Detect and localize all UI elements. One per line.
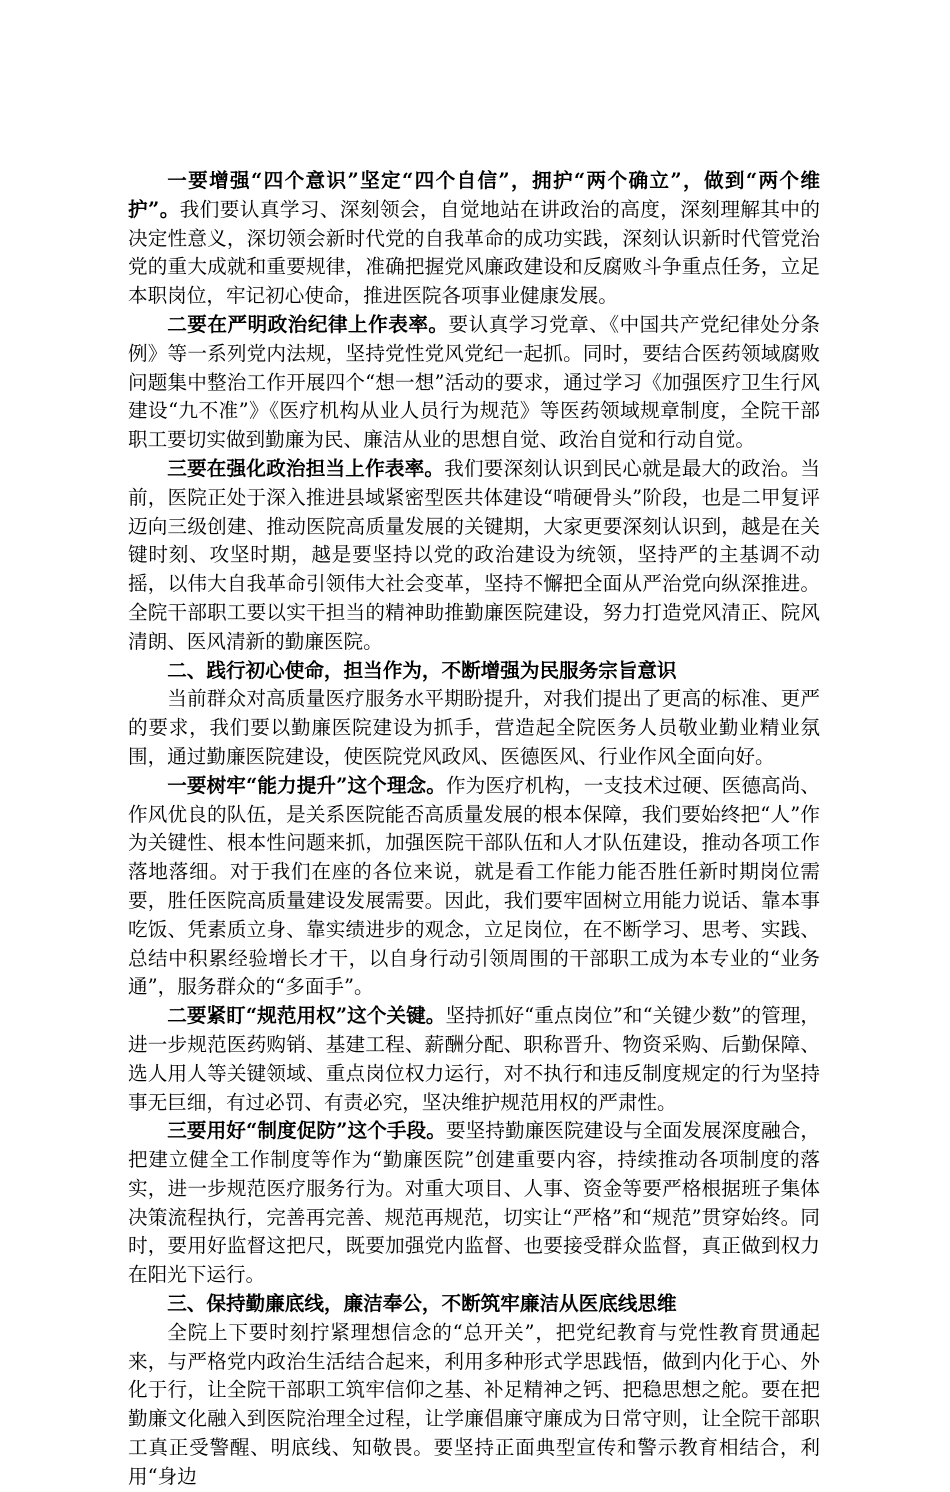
paragraph-lead: 一要增强“四个意识”坚定“四个自信”，拥护“两个确立”，做到“两个维护”。 (128, 169, 820, 221)
paragraph-text: 要坚持勤廉医院建设与全面发展深度融合，把建立健全工作制度等作为“勤廉医院”创建重要内容，持续推动各项制度的落实，进一步规范医疗服务行为。对重大项目、人事、资金等要严格根据班子集体决策流程执行，完善再完善、规范再规范，切实让“严格”和“规范”贯穿始终。同时，要用好监督这把尺，既要加强党内监督、也要接受群众监督，真正做到权力在阳光下运行。 (128, 1119, 820, 1287)
paragraph-lead: 三要在强化政治担当上作表率。 (167, 456, 445, 480)
paragraph-6 (128, 1002, 820, 1117)
heading-text: 二、践行初心使命，担当作为，不断增强为民服务宗旨意识 (167, 658, 677, 682)
document-body (128, 167, 820, 1492)
paragraph-text: 坚持抓好“重点岗位”和“关键少数”的管理，进一步规范医药购销、基建工程、薪酬分配、职称晋升、物资采购、后勤保障、选人用人等关键领域、重点岗位权力运行，对不执行和违反制度规定的行为坚持事无巨细，有过必罚、有责必究，坚决维护规范用权的严肃性。 (128, 1004, 820, 1114)
paragraph-text: 当前群众对高质量医疗服务水平期盼提升，对我们提出了更高的标准、更严的要求，我们要以勤廉医院建设为抓手，营造起全院医务人员敬业勤业精业氛围，通过勤廉医院建设，使医院党风政风、医德医风、行业作风全面向好。 (128, 687, 820, 768)
paragraph-lead: 二要紧盯“规范用权”这个关键。 (167, 1004, 446, 1028)
paragraph-text: 全院上下要时刻拧紧理想信念的“总开关”，把党纪教育与党性教育贯通起来，与严格党内政治生活结合起来，利用多种形式学思践悟，做到内化于心、外化于行，让全院干部职工筑牢信仰之基、补足精神之钙、把稳思想之舵。要在把勤廉文化融入到医院治理全过程，让学廉倡廉守廉成为日常守则，让全院干部职工真正受警醒、明底线、知敬畏。要坚持正面典型宣传和警示教育相结合，利用“身边 (128, 1320, 820, 1488)
heading-text: 三、保持勤廉底线，廉洁奉公，不断筑牢廉洁从医底线思维 (167, 1292, 677, 1316)
paragraph-lead: 二要在严明政治纪律上作表率。 (167, 312, 449, 336)
paragraph-lead: 三要用好“制度促防”这个手段。 (167, 1119, 446, 1143)
paragraph-text: 我们要深刻认识到民心就是最大的政治。当前，医院正处于深入推进县域紧密型医共体建设“啃硬骨头”阶段，也是二甲复评迈向三级创建、推动医院高质量发展的关键期，大家更要深刻认识到，越是在关键时刻、攻坚时期，越是要坚持以党的政治建设为统领，坚持严的主基调不动摇，以伟大自我革命引领伟大社会变革，坚持不懈把全面从严治党向纵深推进。全院干部职工要以实干担当的精神助推勤廉医院建设，努力打造党风清正、院风清朗、医风清新的勤廉医院。 (128, 456, 821, 653)
paragraph-5 (128, 772, 820, 1002)
section-heading-2 (128, 657, 820, 686)
paragraph-1 (128, 167, 820, 311)
paragraph-text: 我们要认真学习、深刻领会，自觉地站在讲政治的高度，深刻理解其中的决定性意义，深切领会新时代党的自我革命的成功实践，深刻认识新时代管党治党的重大成就和重要规律，准确把握党风廉政建设和反腐败斗争重点任务，立足本职岗位，牢记初心使命，推进医院各项事业健康发展。 (128, 197, 820, 308)
paragraph-3 (128, 455, 820, 657)
paragraph-text: 作为医疗机构，一支技术过硬、医德高尚、作风优良的队伍，是关系医院能否高质量发展的根本保障，我们要始终把“人”作为关键性、根本性问题来抓，加强医院干部队伍和人才队伍建设，推动各项工作落地落细。对于我们在座的各位来说，就是看工作能力能否胜任新时期岗位需要，胜任医院高质量建设发展需要。因此，我们要牢固树立用能力说话、靠本事吃饭、凭素质立身、靠实绩进步的观念，立足岗位，在不断学习、思考、实践、总结中积累经验增长才干，以自身行动引领周围的干部职工成为本专业的“业务通”，服务群众的“多面手”。 (128, 773, 820, 999)
paragraph-8 (128, 1319, 820, 1492)
section-heading-3 (128, 1290, 820, 1319)
paragraph-text: 要认真学习党章、《中国共产党纪律处分条例》等一系列党内法规，坚持党性党风党纪一起抓。同时，要结合医药领域腐败问题集中整治工作开展四个“想一想”活动的要求，通过学习《加强医疗卫生行风建设“九不准”》《医疗机构从业人员行为规范》等医药领域规章制度，全院干部职工要切实做到勤廉为民、廉洁从业的思想自觉、政治自觉和行动自觉。 (128, 312, 821, 452)
paragraph-2 (128, 311, 820, 455)
paragraph-lead: 一要树牢“能力提升”这个理念。 (167, 773, 446, 797)
paragraph-4 (128, 685, 820, 771)
paragraph-7 (128, 1117, 820, 1290)
